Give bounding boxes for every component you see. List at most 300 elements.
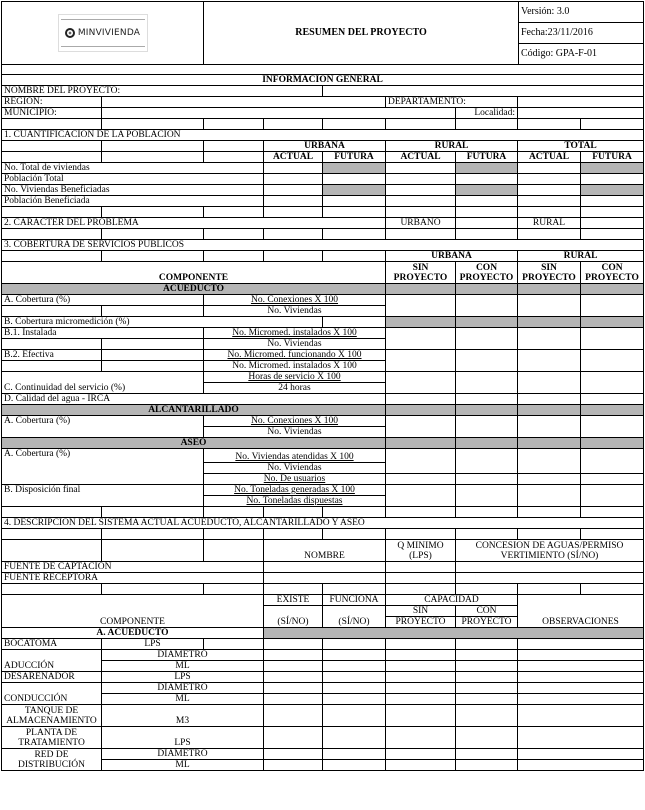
s4-cell[interactable] [323, 760, 386, 771]
empty-cell [2, 529, 102, 540]
table-row [2, 284, 644, 295]
comp-aduccion: ADUCCIÓN [2, 650, 102, 672]
s3-cell[interactable] [386, 474, 456, 485]
empty-cell [323, 251, 386, 262]
s4-cell[interactable] [323, 661, 386, 672]
cell-text: CON [475, 262, 498, 273]
s4-cell[interactable] [323, 694, 386, 705]
unit-label: ML [102, 661, 264, 672]
empty-cell [323, 119, 386, 130]
empty-cell [102, 350, 204, 361]
shaded-cell [581, 317, 644, 328]
empty-cell [264, 251, 323, 262]
shaded-cell [518, 438, 581, 449]
table-row [2, 540, 644, 562]
table-row [2, 650, 644, 661]
s3-cell[interactable] [581, 485, 644, 507]
empty-cell [102, 361, 204, 372]
s4-cell[interactable] [264, 650, 323, 661]
s4-cell[interactable] [264, 661, 323, 672]
s4-acueducto-header: A. ACUEDUCTO [2, 628, 264, 639]
s1-group-rural: RURAL [386, 141, 518, 152]
acu-a-numerator: No. Conexiones X 100 [204, 295, 386, 306]
acu-b2-numerator: No. Micromed. funcionando X 100 [204, 350, 386, 361]
table-row [2, 229, 644, 240]
table-row [2, 529, 644, 540]
shaded-cell [386, 317, 456, 328]
project-name-field[interactable] [323, 86, 644, 97]
shaded-cell [518, 284, 581, 295]
empty-cell [323, 229, 386, 240]
table-row [2, 119, 644, 130]
s1-cell[interactable] [264, 163, 323, 174]
s4-cell[interactable] [323, 749, 386, 760]
section2-title: 2. CARACTER DEL PROBLEMA [2, 218, 386, 229]
s4-cell[interactable] [264, 694, 323, 705]
empty-cell [102, 119, 204, 130]
table-row [2, 2, 644, 23]
s4-cell[interactable] [386, 727, 456, 749]
empty-cell [204, 540, 264, 562]
s4-cell[interactable] [264, 639, 323, 650]
s1-cell-disabled [323, 163, 386, 174]
table-row [2, 328, 644, 339]
s4-cell[interactable] [456, 760, 518, 771]
empty-cell [2, 141, 102, 152]
table-row [2, 141, 644, 152]
cell-text: TRATAMIENTO [18, 737, 85, 748]
s4-cell[interactable] [264, 760, 323, 771]
shaded-cell [456, 317, 518, 328]
empty-cell [581, 207, 644, 218]
s3-cell[interactable] [518, 416, 581, 438]
empty-cell [102, 207, 204, 218]
s1-cell[interactable] [518, 196, 581, 207]
empty-cell [581, 529, 644, 540]
cell-text: MINVIVIENDA [77, 28, 141, 38]
s4-cell[interactable] [323, 650, 386, 661]
empty-cell [204, 507, 264, 518]
alcantarillado-header: ALCANTARILLADO [2, 405, 386, 416]
cell-text: PROYECTO [393, 272, 448, 283]
spacer-row [2, 65, 644, 75]
s1-col-urbana-futura: FUTURA [323, 152, 386, 163]
table-row [2, 438, 644, 449]
acu-b1-label: B.1. Instalada [2, 328, 204, 339]
s4-cell[interactable] [456, 650, 518, 661]
s1-cell[interactable] [264, 196, 323, 207]
shaded-cell [518, 405, 581, 416]
s3-cell[interactable] [456, 416, 518, 438]
table-row [2, 196, 644, 207]
s3-cell[interactable] [581, 372, 644, 394]
department-label: DEPARTAMENTO: [386, 97, 518, 108]
s4-cell[interactable] [386, 661, 456, 672]
s1-cell[interactable] [386, 196, 456, 207]
s3-componente-header: COMPONENTE [2, 262, 386, 284]
table-row [2, 251, 644, 262]
table-row [2, 262, 644, 284]
table-row [2, 163, 644, 174]
s3-cell[interactable] [518, 485, 581, 507]
empty-cell [2, 306, 102, 317]
s4-cell[interactable] [456, 705, 518, 727]
locality-field[interactable] [518, 108, 644, 119]
s4-con-proyecto-label: PROYECTO [456, 617, 518, 628]
table-row [2, 317, 644, 328]
alc-a-denominator: No. Viviendas [204, 427, 386, 438]
acu-a-label: A. Cobertura (%) [2, 295, 204, 306]
s2-rural-field[interactable] [581, 218, 644, 229]
s4-cell[interactable] [264, 749, 323, 760]
s1-cell[interactable] [581, 174, 644, 185]
table-row [2, 130, 644, 141]
table-row [2, 507, 644, 518]
s4-cell[interactable] [386, 760, 456, 771]
s1-group-urbana: URBANA [264, 141, 386, 152]
empty-cell [386, 229, 456, 240]
empty-cell [2, 507, 102, 518]
empty-cell [2, 361, 102, 372]
s2-urbano-label: URBANO [386, 218, 456, 229]
table-row [2, 416, 644, 427]
s3-cell[interactable] [386, 449, 456, 474]
s1-cell[interactable] [386, 185, 456, 196]
aseo-b-label: B. Disposición final [2, 485, 204, 507]
table-row [2, 350, 644, 361]
s4-cell[interactable] [518, 760, 644, 771]
empty-cell [456, 507, 518, 518]
empty-cell [102, 306, 204, 317]
s3-cell[interactable] [518, 449, 581, 474]
code-label: Código: GPA-F-01 [519, 44, 644, 65]
s3-rural-sin-proyecto [518, 262, 581, 284]
s3-cell[interactable] [456, 485, 518, 507]
s4-cell[interactable] [264, 683, 323, 694]
s3-cell[interactable] [386, 372, 456, 394]
s3-cell[interactable] [581, 295, 644, 317]
s1-row-label: Población Beneficiada [2, 196, 264, 207]
s1-cell[interactable] [518, 174, 581, 185]
s1-col-rural-futura: FUTURA [456, 152, 518, 163]
s3-cell[interactable] [386, 394, 456, 405]
table-row [2, 97, 644, 108]
s4-capacidad-header: CAPACIDAD [386, 595, 518, 606]
s1-cell[interactable] [386, 163, 456, 174]
s1-cell[interactable] [456, 174, 518, 185]
s3-cell[interactable] [386, 295, 456, 317]
empty-cell [264, 507, 323, 518]
s4-cell[interactable] [456, 573, 644, 584]
alc-a-label: A. Cobertura (%) [2, 416, 204, 438]
s1-cell[interactable] [264, 174, 323, 185]
s4-cell[interactable] [264, 562, 386, 573]
s4-cell[interactable] [456, 661, 518, 672]
empty-cell [386, 507, 456, 518]
comp-conduccion: CONDUCCIÓN [2, 683, 102, 705]
empty-cell [2, 584, 102, 595]
s1-row-label: No. Viviendas Beneficiadas [2, 185, 264, 196]
s3-cell[interactable] [386, 416, 456, 438]
empty-cell [204, 529, 264, 540]
s3-cell[interactable] [456, 449, 518, 474]
section4-title: 4. DESCRIPCION DEL SISTEMA ACTUAL ACUEDUCTO, ALCANTARILLADO Y ASEO [2, 518, 644, 529]
table-row [2, 218, 644, 229]
acu-b2-label: B.2. Efectiva [2, 350, 102, 361]
s4-cell[interactable] [323, 727, 386, 749]
s4-cell[interactable] [323, 705, 386, 727]
s3-cell[interactable] [386, 350, 456, 372]
s1-group-total: TOTAL [518, 141, 644, 152]
s3-cell[interactable] [518, 350, 581, 372]
empty-cell [204, 207, 264, 218]
shaded-cell [386, 284, 456, 295]
s2-urbano-field[interactable] [456, 218, 518, 229]
s3-cell[interactable] [518, 328, 581, 350]
project-name-label: NOMBRE DEL PROYECTO: [2, 86, 323, 97]
table-row [2, 518, 644, 529]
acu-b2-denominator: No. Micromed. instalados X 100 [204, 361, 386, 372]
s1-cell[interactable] [386, 174, 456, 185]
comp-bocatoma: BOCATOMA [2, 639, 102, 650]
s3-cell[interactable] [581, 350, 644, 372]
empty-cell [2, 540, 102, 562]
empty-cell [102, 141, 204, 152]
cell-text: SIN [412, 262, 429, 273]
table-row [2, 152, 644, 163]
table-row [2, 65, 644, 75]
s3-cell[interactable] [456, 350, 518, 372]
s4-cell[interactable] [518, 705, 644, 727]
shaded-cell [581, 405, 644, 416]
s4-cell[interactable] [323, 639, 386, 650]
table-row [2, 595, 644, 606]
region-label: REGIÓN: [2, 97, 102, 108]
s3-cell[interactable] [581, 474, 644, 485]
s4-nombre-header: NOMBRE [264, 540, 386, 562]
s3-cell[interactable] [581, 394, 644, 405]
table-row [2, 207, 644, 218]
s3-cell[interactable] [456, 328, 518, 350]
s4-cell[interactable] [518, 683, 644, 694]
acu-b1-denominator: No. Viviendas [204, 339, 386, 350]
s4-funciona-sino: (SÍ/NO) [323, 606, 386, 628]
s4-cell[interactable] [518, 694, 644, 705]
s4-cell[interactable] [456, 749, 518, 760]
acu-d-label: D. Calidad del agua - IRCA [2, 394, 386, 405]
s4-componente-header: COMPONENTE [2, 595, 264, 628]
s4-cell[interactable] [518, 661, 644, 672]
municipality-label: MUNICIPIO: [2, 108, 102, 119]
empty-cell [386, 529, 456, 540]
empty-cell [102, 584, 204, 595]
s4-cell[interactable] [264, 727, 323, 749]
comp-desarenador: DESARENADOR [2, 672, 102, 683]
department-field[interactable] [518, 97, 644, 108]
s4-cell[interactable] [323, 683, 386, 694]
empty-cell [264, 529, 323, 540]
empty-cell [204, 152, 264, 163]
s3-cell[interactable] [518, 474, 581, 485]
s1-cell-disabled [456, 185, 518, 196]
empty-cell [456, 119, 518, 130]
s4-cell[interactable] [386, 749, 456, 760]
empty-cell [456, 584, 518, 595]
s4-cell[interactable] [456, 683, 518, 694]
empty-cell [456, 207, 518, 218]
empty-cell [102, 540, 204, 562]
s3-group-rural: RURAL [518, 251, 644, 262]
empty-cell [204, 251, 264, 262]
s3-cell[interactable] [518, 295, 581, 317]
empty-cell [518, 507, 581, 518]
s3-cell[interactable] [456, 394, 518, 405]
s4-cell[interactable] [386, 573, 456, 584]
aseo-b-numerator: No. Toneladas generadas X 100 [204, 485, 386, 496]
s4-qmin-header [386, 540, 456, 562]
cell-text: CON [601, 262, 623, 273]
s4-cell[interactable] [518, 650, 644, 661]
s1-cell[interactable] [264, 185, 323, 196]
s1-cell[interactable] [323, 196, 386, 207]
unit-label: ML [102, 694, 264, 705]
s3-cell[interactable] [581, 449, 644, 474]
aseo-a-denominator-2: No. De usuarios [204, 474, 386, 485]
s3-cell[interactable] [386, 485, 456, 507]
s4-cell[interactable] [386, 694, 456, 705]
s4-cell[interactable] [386, 683, 456, 694]
empty-cell [386, 119, 456, 130]
s1-cell[interactable] [581, 196, 644, 207]
s4-existe-header: EXISTE [264, 595, 323, 606]
s4-cell[interactable] [456, 639, 518, 650]
s4-cell[interactable] [456, 562, 644, 573]
s1-col-total-actual: ACTUAL [518, 152, 581, 163]
aseo-header: ASEO [2, 438, 386, 449]
s4-cell[interactable] [264, 705, 323, 727]
aseo-b-denominator: No. Toneladas dispuestas [204, 496, 386, 507]
empty-cell [323, 207, 386, 218]
table-row [2, 683, 644, 694]
s3-cell[interactable] [386, 328, 456, 350]
cell-text: PROYECTO [585, 272, 639, 283]
empty-cell [264, 119, 323, 130]
empty-cell [386, 584, 456, 595]
acu-b1-numerator: No. Micromed. instalados X 100 [204, 328, 386, 339]
unit-label: M3 [102, 705, 264, 727]
comp-red [2, 749, 102, 771]
shaded-cell [456, 284, 518, 295]
coat-of-arms-icon [65, 28, 75, 38]
empty-cell [2, 251, 102, 262]
s3-cell[interactable] [456, 372, 518, 394]
empty-cell [2, 119, 102, 130]
cell-text: PROYECTO [522, 272, 576, 283]
table-row [2, 449, 644, 463]
s4-cell[interactable] [456, 727, 518, 749]
s4-cell[interactable] [456, 694, 518, 705]
shaded-cell [581, 438, 644, 449]
table-row [2, 86, 644, 97]
s4-cell[interactable] [386, 650, 456, 661]
s1-cell-disabled [456, 163, 518, 174]
document-title: RESUMEN DEL PROYECTO [204, 2, 519, 65]
s4-cell[interactable] [518, 639, 644, 650]
s4-cell[interactable] [386, 672, 456, 683]
empty-cell [518, 207, 581, 218]
s4-cell[interactable] [518, 727, 644, 749]
empty-cell [581, 119, 644, 130]
s4-cell[interactable] [264, 672, 323, 683]
empty-cell [204, 141, 264, 152]
table-row [2, 573, 644, 584]
empty-cell [323, 584, 386, 595]
s1-col-urbana-actual: ACTUAL [264, 152, 323, 163]
acu-c-label: C. Continuidad del servicio (%) [2, 372, 204, 394]
s4-cell[interactable] [264, 573, 386, 584]
s4-cell[interactable] [518, 672, 644, 683]
s1-row-label: Población Total [2, 174, 264, 185]
empty-cell [264, 229, 323, 240]
cell-text: Q MINIMO [397, 540, 444, 551]
s3-cell[interactable] [456, 474, 518, 485]
acu-a-denominator: No. Viviendas [204, 306, 386, 317]
empty-cell [518, 119, 581, 130]
s1-cell[interactable] [323, 174, 386, 185]
s1-cell[interactable] [518, 185, 581, 196]
version-label: Versión: 3.0 [519, 2, 644, 23]
s1-cell[interactable] [456, 196, 518, 207]
s3-cell[interactable] [518, 372, 581, 394]
empty-cell [581, 229, 644, 240]
s3-cell[interactable] [581, 416, 644, 438]
s1-cell[interactable] [518, 163, 581, 174]
s3-cell[interactable] [456, 295, 518, 317]
s3-cell[interactable] [581, 328, 644, 350]
empty-cell [323, 507, 386, 518]
general-info-title: INFORMACION GENERAL [2, 75, 644, 86]
table-row [2, 628, 644, 639]
acu-c-numerator: Horas de servicio X 100 [204, 372, 386, 383]
table-row [2, 185, 644, 196]
s1-cell-disabled [581, 185, 644, 196]
empty-cell [581, 507, 644, 518]
s4-cell[interactable] [518, 749, 644, 760]
cell-text: CONCESION DE AGUAS/PERMISO [475, 540, 624, 551]
s4-cell[interactable] [386, 705, 456, 727]
s3-cell[interactable] [518, 394, 581, 405]
empty-cell [102, 529, 204, 540]
date-label: Fecha:23/11/2016 [519, 23, 644, 44]
cell-text: DISTRIBUCIÓN [17, 759, 86, 770]
s4-cell[interactable] [456, 672, 518, 683]
empty-cell [204, 639, 264, 650]
cell-text: PROYECTO [459, 272, 514, 283]
s1-cell-disabled [323, 185, 386, 196]
s4-concesion-header [456, 540, 644, 562]
s4-cell[interactable] [386, 562, 456, 573]
s4-cell[interactable] [386, 639, 456, 650]
cell-text: RED DE [34, 749, 69, 760]
s4-cell[interactable] [323, 672, 386, 683]
region-field[interactable] [102, 97, 386, 108]
unit-label: LPS [102, 727, 264, 749]
s1-cell-disabled [581, 163, 644, 174]
s3-rural-con-proyecto [581, 262, 644, 284]
unit-label: DIAMETRO [102, 650, 264, 661]
empty-cell [386, 207, 456, 218]
municipality-field[interactable] [102, 108, 456, 119]
